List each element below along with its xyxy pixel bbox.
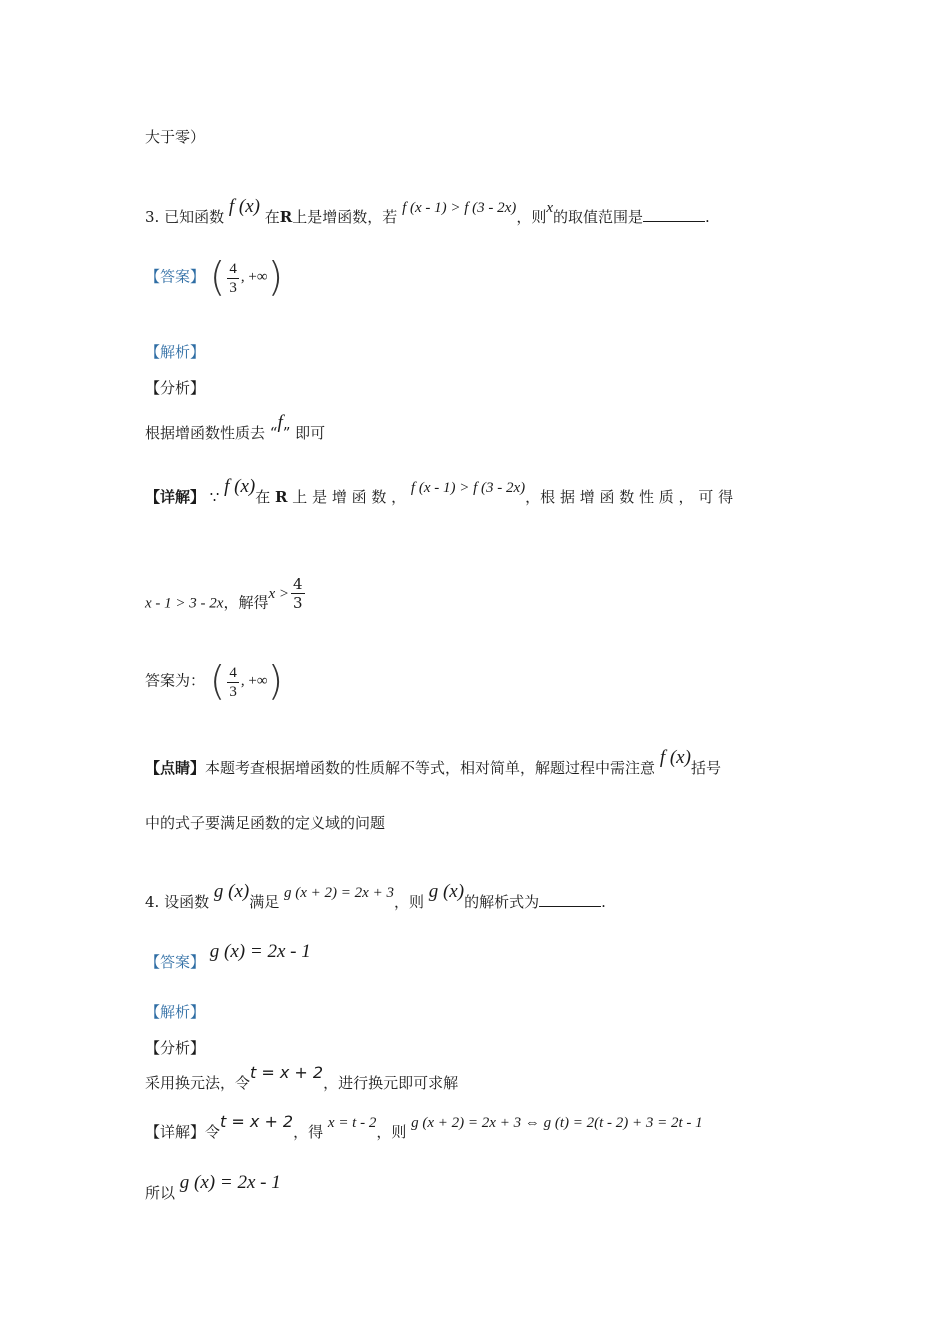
because-symbol: ∵ xyxy=(209,488,220,506)
text: 的取值范围是 xyxy=(553,208,644,226)
infinity: , +∞ xyxy=(240,269,268,286)
analysis-tag: 【解析】 xyxy=(145,343,206,361)
question-number: 3. 已知函数 xyxy=(145,208,225,226)
text: 采用换元法，令 xyxy=(145,1074,251,1092)
fraction xyxy=(291,575,305,612)
detail-line xyxy=(145,476,734,509)
denominator: 3 xyxy=(229,683,237,700)
answer-line xyxy=(145,255,284,301)
math-gx: g (x) xyxy=(428,881,465,902)
fenxi-tag: 【分析】 xyxy=(145,1039,206,1057)
analysis-tag: 【解析】 xyxy=(145,1003,206,1021)
numerator: 4 xyxy=(292,575,303,593)
math-fx: f (x) xyxy=(224,476,256,497)
text: ，则 xyxy=(393,893,424,911)
math-interval: ( $\frac{4}{3}$ , +∞) xyxy=(209,255,284,301)
text: 的解析式为 xyxy=(464,893,540,911)
math-interval: ( $\frac{4}{3}$ , +∞) xyxy=(209,659,284,705)
text: 上 是 增 函 数 ， xyxy=(292,488,407,506)
math-g-answer: g (x) = 2x - 1 xyxy=(179,1172,281,1193)
fenxi-body xyxy=(145,412,326,444)
text: ，进行换元即可求解 xyxy=(323,1074,459,1092)
text: ” 即可 xyxy=(282,424,326,442)
answer-line xyxy=(145,941,311,973)
math-inequality: f (x - 1) > f (3 - 2x) xyxy=(402,200,517,216)
dianjing-line xyxy=(145,747,721,779)
text: 根据增函数性质去 “ xyxy=(145,424,278,442)
text: . xyxy=(705,208,710,226)
denominator: 3 xyxy=(292,594,303,612)
answer-tag: 【答案】 xyxy=(145,267,206,286)
math-substitution: t = x + 2 xyxy=(250,1063,324,1082)
text: 满足 xyxy=(249,893,280,911)
math-gx: g (x) xyxy=(213,881,250,902)
answer-blank xyxy=(643,207,705,222)
text: ，根 据 增 函 数 性 质 ， 可 得 xyxy=(525,488,734,506)
dianjing-tag: 【点睛】 xyxy=(145,759,206,777)
text: ，得 xyxy=(293,1123,324,1141)
method-line xyxy=(145,1063,459,1094)
text: ，解得 xyxy=(223,593,269,612)
math-chain: g (x + 2) = 2x + 3 ⇔ g (t) = 2(t - 2) + 3 = 2t - 1 xyxy=(411,1115,703,1131)
math-g-def: g (x + 2) = 2x + 3 xyxy=(284,885,394,901)
math-f: f xyxy=(277,412,283,433)
text: . xyxy=(601,893,606,911)
text: 括号 xyxy=(690,759,721,777)
detail-tag: 【详解】 xyxy=(145,488,206,506)
text: 答案为： xyxy=(145,671,206,690)
text: 在 xyxy=(255,488,271,506)
so-line xyxy=(145,1172,281,1204)
text: 上是增函数，若 xyxy=(292,208,398,226)
solve-line xyxy=(145,575,307,622)
set-R: R xyxy=(279,208,293,226)
detail-line xyxy=(145,1112,703,1144)
text: 令 xyxy=(205,1123,221,1141)
math-x-eq: x = t - 2 xyxy=(327,1115,377,1131)
text: 所以 xyxy=(145,1184,176,1202)
math-inequality: f (x - 1) > f (3 - 2x) xyxy=(410,480,526,496)
text: 本题考查根据增函数的性质解不等式，相对简单，解题过程中需注意 xyxy=(205,759,656,777)
math-inequality: x - 1 > 3 - 2x xyxy=(145,595,224,612)
denominator: 3 xyxy=(229,279,237,296)
text: ，则 xyxy=(376,1123,407,1141)
math-x: x xyxy=(546,200,553,216)
question-number: 4. 设函数 xyxy=(145,893,210,911)
text: 在 xyxy=(264,208,280,226)
question-4 xyxy=(145,881,606,914)
numerator: 4 xyxy=(229,664,237,681)
fenxi-tag: 【分析】 xyxy=(145,379,206,397)
detail-tag: 【详解】 xyxy=(145,1123,206,1141)
dianjing-line-2: 中的式子要满足函数的定义域的问题 xyxy=(145,814,386,832)
text: ，则 xyxy=(516,208,547,226)
numerator: 4 xyxy=(229,260,237,277)
set-R: R xyxy=(275,488,288,506)
math-fx: f (x) xyxy=(228,196,260,217)
infinity: , +∞ xyxy=(240,673,268,690)
math-substitution: t = x + 2 xyxy=(220,1112,294,1131)
math-g-answer: g (x) = 2x - 1 xyxy=(209,941,311,962)
math-fx: f (x) xyxy=(659,747,691,768)
answer-tag: 【答案】 xyxy=(145,953,206,971)
answer-is-line xyxy=(145,659,284,705)
answer-blank xyxy=(539,892,601,907)
question-3 xyxy=(145,196,710,229)
math-x-gt: x > xyxy=(268,585,289,602)
text-line: 大于零） xyxy=(145,128,206,146)
